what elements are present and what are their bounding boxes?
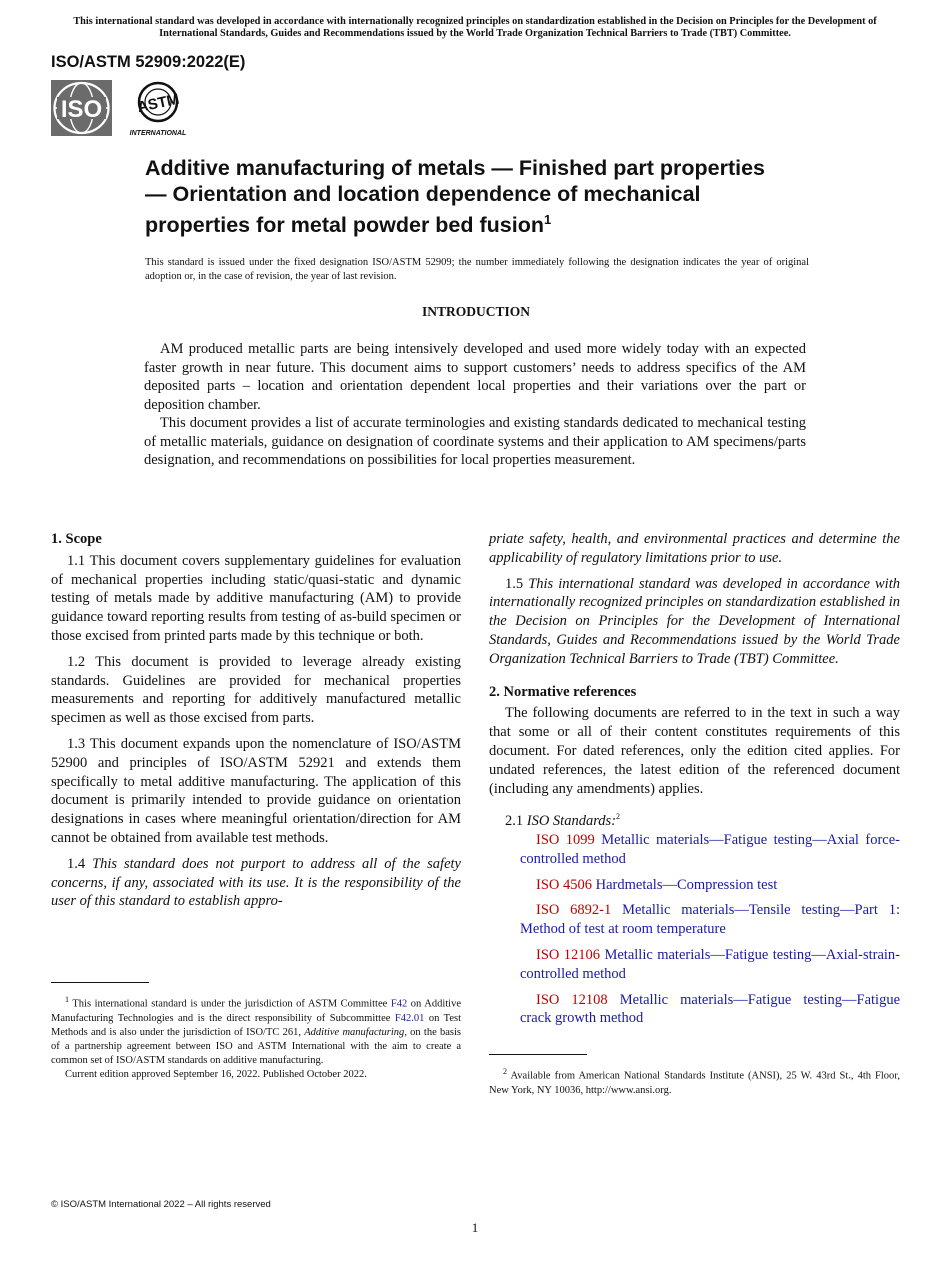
normative-intro: The following documents are referred to in the text in such a way that some or all of their content constitutes requirements of this document. For dated references, only the edition cited applies. For undated references, the latest edition of the referenced document (including any amendments) applies.: [489, 705, 900, 797]
reference-code[interactable]: ISO 12106: [536, 946, 601, 963]
copyright: © ISO/ASTM International 2022 – All rights reserved: [51, 1199, 271, 1210]
footnote-1: [51, 993, 461, 1082]
scope-paragraph: 1.1 This document covers supplementary guidelines for evaluation of mechanical properties including static/quasi-static and dynamic testing of metals made by additive manufacturing (AM) to provide guidance toward reporting results from testing of as-build specimen or those excised from printed parts made by this technique or both.: [51, 552, 461, 644]
reference-item: [489, 831, 900, 869]
footnote-text: This international standard is under the jurisdiction of ASTM Committee: [72, 998, 388, 1010]
reference-title-link[interactable]: Metallic materials—Fatigue testing—Fatigue crack growth method: [520, 991, 901, 1027]
introduction-heading: INTRODUCTION: [421, 304, 530, 319]
paragraph-number: 1.5: [505, 575, 524, 592]
footnote-block: [489, 1054, 900, 1098]
reference-list: [489, 831, 900, 1028]
header-notice: This international standard was developed in accordance with internationally recognized principles on standardization established in the Decision on Principles for the Development of International Standards, Guides and Recommendations issued by the World Trade Organization Technical Barriers to Trade (TBT) Committee.: [73, 16, 877, 39]
page-number: 1: [471, 1220, 479, 1235]
introduction: [144, 340, 806, 470]
footnote-mark: 2: [503, 1067, 507, 1076]
footnote-mark: 1: [65, 995, 69, 1004]
paragraph-number: 1.4: [67, 855, 86, 872]
title-text: Additive manufacturing of metals — Finished part properties — Orientation and location dependence of mechanical properties for metal powder bed fusion: [145, 156, 766, 238]
fixed-designation-note: This standard is issued under the fixed designation ISO/ASTM 52909; the number immediately following the designation indicates the year of original adoption or, in the case of revision, the year of last revision.: [145, 257, 809, 282]
footnote-rule: [489, 1054, 587, 1055]
document-title: [145, 155, 785, 238]
scope-heading: 1. Scope: [51, 531, 102, 547]
subheading-label: ISO Standards:: [526, 813, 617, 830]
reference-title-link[interactable]: Hardmetals—Compression test: [595, 876, 778, 893]
footnote-text: on Additive Manufacturing Technologies and is the direct responsibility of Subcommittee: [51, 998, 461, 1024]
footnote-text: , on the basis of a partnership agreement between ISO and ASTM International with the aim to create a common set of ISO/ASTM standards on additive manufacturing.: [51, 1026, 462, 1066]
right-column: [489, 530, 901, 1096]
astm-logo-text: ASTM: [135, 90, 181, 117]
reference-item: [489, 876, 900, 895]
footnote-2: [489, 1065, 900, 1098]
reference-item: [489, 946, 900, 984]
title-footnote-mark: 1: [544, 212, 552, 227]
tbt-statement: This international standard was developed in accordance with internationally recognized principles on standardization established in the Decision on Principles for the Development of International Standards, Guides and Recommendations issued by the World Trade Organization Technical Barriers to Trade (TBT) Committee.: [489, 575, 900, 667]
astm-logo-sub: INTERNATIONAL: [129, 130, 187, 137]
intro-paragraph: This document provides a list of accurate terminologies and existing standards dedicated to mechanical testing of metallic materials, guidance on designation of coordinate systems and their application to AM specimens/parts designation, and recommendations on possibilities for local properties measurement.: [144, 415, 806, 468]
edition-note: Current edition approved September 16, 2022. Published October 2022.: [65, 1068, 367, 1080]
footnote-rule: [51, 982, 149, 983]
footnote-text: Available from American National Standards Institute (ANSI), 25 W. 43rd St., 4th Floor, New York, NY 10036, http://www.ansi.org.: [489, 1070, 901, 1096]
scope-paragraph: 1.2 This document is provided to leverage already existing standards. Guidelines are provided for mechanical properties measurements and reporting for additively manufactured metallic specimen as well as those excised from parts.: [51, 653, 461, 727]
subcommittee-link[interactable]: F42.01: [394, 1012, 425, 1024]
iso-logo-text: ISO: [60, 96, 103, 123]
footnote-mark: 2: [616, 812, 621, 822]
scope-continuation: [489, 530, 900, 568]
committee-link[interactable]: F42: [390, 998, 408, 1010]
left-column: [51, 530, 462, 1080]
safety-statement-cont: priate safety, health, and environmental practices and determine the applicability of regulatory limitations prior to use.: [489, 531, 900, 566]
reference-code[interactable]: ISO 1099: [536, 831, 595, 848]
reference-code[interactable]: ISO 6892-1: [536, 902, 612, 919]
reference-title-link[interactable]: Metallic materials—Fatigue testing—Axial-strain-controlled method: [520, 946, 901, 982]
paragraph-number: 2.1: [505, 813, 524, 830]
reference-code[interactable]: ISO 4506: [536, 876, 592, 893]
footnote-text: on Test Methods and is also under the jurisdiction of ISO/TC 261,: [51, 1012, 462, 1038]
reference-item: [489, 901, 900, 939]
scope-paragraph: [51, 855, 461, 911]
scope-paragraph: [489, 575, 900, 669]
footnote-text: Additive manufacturing: [304, 1026, 405, 1038]
iso-standards-subheading: [489, 808, 900, 831]
reference-title-link[interactable]: Metallic materials—Tensile testing—Part 1: Method of test at room temperature: [520, 902, 900, 938]
footnote-block: [51, 982, 461, 1082]
astm-logo: [128, 80, 188, 138]
reference-title-link[interactable]: Metallic materials—Fatigue testing—Axial force-controlled method: [520, 831, 900, 867]
normative-heading: 2. Normative references: [489, 683, 637, 700]
scope-paragraph: 1.3 This document expands upon the nomenclature of ISO/ASTM 52900 and principles of ISO/ASTM 52921 and extends them specifically to metal additive manufacturing. The application of this document is primarily intended to provide guidance on orientation designations in cases where meaningful orientation/direction for AM cannot be obtained from available test methods.: [51, 735, 461, 846]
iso-logo: [51, 80, 112, 136]
intro-paragraph: AM produced metallic parts are being intensively developed and used more widely today with an expected faster growth in near future. This document aims to support customers’ needs to address specifics of the AM deposited parts – location and orientation dependent local properties and their variations over the part or deposition chamber.: [144, 341, 806, 413]
designation: ISO/ASTM 52909:2022(E): [51, 53, 246, 71]
safety-statement: This standard does not purport to address all of the safety concerns, if any, associated with its use. It is the responsibility of the user of this standard to establish appro-: [51, 855, 461, 910]
reference-item: [489, 991, 900, 1029]
reference-code[interactable]: ISO 12108: [536, 991, 608, 1008]
